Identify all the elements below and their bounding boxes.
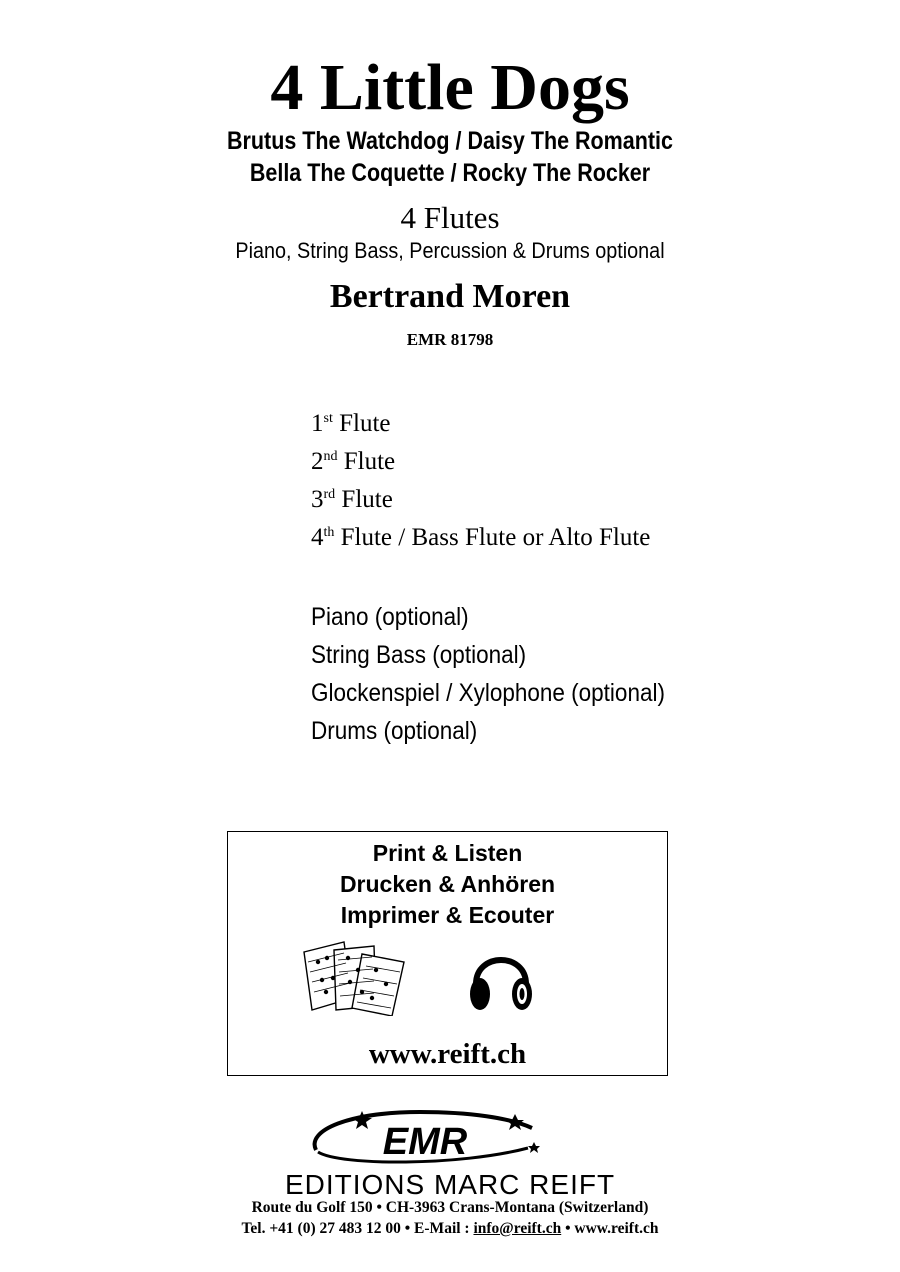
optional-part-item: Glockenspiel / Xylophone (optional) (311, 679, 665, 707)
email-link[interactable]: info@reift.ch (473, 1220, 562, 1237)
composer-name: Bertrand Moren (329, 278, 571, 315)
parts-list (311, 405, 650, 557)
optional-part-item: Piano (optional) (311, 603, 469, 631)
optional-parts-list (311, 598, 704, 750)
subtitle-line-1: Brutus The Watchdog / Daisy The Romantic (227, 127, 673, 155)
catalog-number: EMR 81798 (406, 330, 494, 349)
page-title: 4 Little Dogs (270, 51, 630, 124)
sheet-music-icon (300, 940, 412, 1016)
print-listen-box (227, 831, 668, 1076)
part-item: 2nd Flute (311, 448, 396, 475)
subtitle-line-2: Bella The Coquette / Rocky The Rocker (249, 159, 651, 187)
optional-instruments: Piano, String Bass, Percussion & Drums optional (235, 238, 665, 263)
publisher-contact (0, 1219, 900, 1239)
promo-line-en: Print & Listen (372, 840, 523, 866)
publisher-name: EDITIONS MARC REIFT (284, 1169, 616, 1200)
web-text: • www.reift.ch (561, 1220, 659, 1237)
promo-line-fr: Imprimer & Ecouter (340, 902, 555, 928)
part-item: 3rd Flute (311, 486, 393, 513)
optional-part-item: Drums (optional) (311, 717, 478, 745)
tel-text: Tel. +41 (0) 27 483 12 00 • E-Mail : (241, 1220, 474, 1237)
instrumentation: 4 Flutes (400, 200, 500, 235)
publisher-address: Route du Golf 150 • CH-3963 Crans-Montana (Switzerland) (251, 1199, 649, 1216)
part-item: 4th Flute / Bass Flute or Alto Flute (311, 524, 651, 551)
promo-line-de: Drucken & Anhören (339, 871, 556, 897)
headphones-icon (466, 942, 536, 1016)
part-item: 1st Flute (311, 410, 391, 437)
optional-part-item: String Bass (optional) (311, 641, 527, 669)
emr-logo (310, 1108, 540, 1166)
logo-text: EMR (382, 1121, 468, 1163)
website-link[interactable]: www.reift.ch (368, 1038, 527, 1070)
